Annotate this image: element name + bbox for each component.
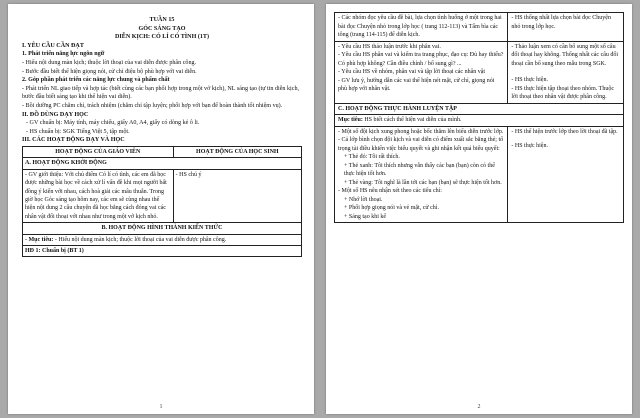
row-teacher: - Yêu cầu HS về nhóm, phân vai và tập lời thoại các nhân vật [338, 69, 486, 75]
section-1-2-line: - Phát triển NL giao tiếp và hợp tác (biết cùng các bạn phối hợp trong một vở kịch), NL sáng tạo (tự tin diễn kịch, bước đầu biết sáng tạo khi thể hiện vai diễn). [22, 85, 300, 101]
activity-b-title: B. HOẠT ĐỘNG HÌNH THÀNH KIẾN THỨC [23, 223, 302, 234]
row-student: - HS thực hiện tập thoại theo nhóm. Thuộc lời thoại theo nhân vật được phân công. [511, 85, 615, 100]
section-1-2-line: - Bồi dưỡng PC chăm chỉ, trách nhiệm (chăm chỉ tập luyện; phối hợp với bạn để hoàn thành tốt nhiệm vụ). [22, 102, 283, 109]
row-teacher: - Yêu cầu HS thảo luận trước khi phân vai. [338, 43, 441, 50]
section-1-1-line: - Bước đầu biết thể hiện giọng nói, cử chỉ điệu bộ phù hợp với vai diễn. [22, 68, 197, 75]
row-student: - HS thực hiện. [511, 77, 548, 83]
row-cell-stack [508, 41, 624, 103]
document-page-1 [8, 4, 314, 414]
goal-label: - Mục tiêu: [25, 236, 54, 243]
page-number: 2 [477, 404, 481, 410]
document-page-2 [326, 4, 632, 414]
row-cell-stack [335, 41, 508, 103]
c-teacher-line: + Thẻ vàng: Tôi nghĩ là lần tới các bạn (bạn) sẽ thực hiện tốt hơn. [344, 179, 502, 186]
section-2-title: II. ĐỒ DÙNG DẠY HỌC [22, 111, 89, 118]
hd1-title: HĐ 1: Chuẩn bị (BT 1) [23, 245, 302, 256]
activity-a-student: - HS chú ý [173, 169, 301, 222]
c-teacher-line: + Nhớ lời thoại. [344, 196, 383, 203]
c-teacher-line: - Một số đội kịch xung phong hoặc bốc thăm lên biểu diễn trước lớp. [338, 128, 504, 135]
page-1-content [22, 16, 302, 257]
section-1-1-title: 1. Phát triển năng lực ngôn ngữ [22, 51, 105, 58]
section-1-title: I. YÊU CẦU CẦN ĐẠT [22, 42, 84, 49]
week-heading: TUẦN 15 [149, 17, 175, 23]
row-teacher: - Các nhóm đọc yêu cầu đề bài, lựa chọn tình huống ở một trong hai bài đọc Chuyện nhỏ trong lớp học ( trang 112-113) và Tấm bìa các tông (trang 114-115) để diễn kịch. [335, 13, 508, 42]
activity-a-teacher: - GV giới thiệu: Với chủ điểm Có lí có tình, các em đã học được những bài học về cách xử lí vấn đề khi mọi người bất đồng ý kiến với nhau, cách hoà giải các mâu thuẫn. Trong giờ học Góc sáng tạo hôm nay, các em sẽ cùng nhau thể hiện nội dung 2 câu chuyện đã học bằng cách đóng vai các nhân vật đối thoại với nhau như trong một vở kịch nhỏ. [23, 169, 174, 222]
page-number: 1 [159, 404, 163, 410]
page-2-content [334, 12, 624, 223]
c-teacher-line: + Thẻ đỏ: Tôi rất thích. [344, 154, 400, 160]
section-3-title: III. CÁC HOẠT ĐỘNG DẠY VÀ HỌC [22, 137, 125, 144]
section-2-line: - GV chuẩn bị: Máy tính, máy chiếu, giấy A0, A4, giấy có dòng kẻ ô li. [26, 120, 200, 127]
goal-text: HS biết cách thể hiện vai diễn của mình. [364, 117, 462, 123]
lesson-title: DIỄN KỊCH: CÓ LÍ CÓ TÌNH (1T) [114, 34, 209, 41]
c-teacher-line: + Sáng tạo khi kể [344, 213, 387, 220]
section-1-2-title: 2. Góp phần phát triển các năng lực chung và phẩm chất [22, 77, 170, 84]
row-teacher: - GV lưu ý, hướng dẫn các vai thể hiện nét mặt, cử chỉ, giọng nói phù hợp với nhân vật. [338, 77, 495, 92]
activity-c-goal [335, 115, 624, 127]
c-teacher-line: + Phối hợp giọng nói và vẻ mặt, cử chỉ. [344, 205, 439, 211]
section-2-line: - HS chuẩn bị: SGK Tiếng Việt 5, tập một. [26, 128, 130, 135]
activity-table-continued [334, 12, 624, 223]
row-teacher: - Yêu cầu HS phân vai và kiểm tra trang phục, đạo cụ: Đủ hay thiếu? Có phù hợp không? Cần điều chỉnh / bổ sung gì? ... [338, 52, 504, 67]
activity-c-student [508, 126, 624, 223]
section-1-1-line: - Hiểu nội dung màn kịch; thuộc lời thoại của vai diễn được phân công. [22, 59, 197, 66]
c-teacher-line: - Một số HS nêu nhận xét theo các tiêu chí: [338, 188, 442, 194]
teacher-column-header: HOẠT ĐỘNG CỦA GIÁO VIÊN [23, 146, 174, 157]
activity-b-goal [23, 234, 302, 245]
goal-label: Mục tiêu: [338, 117, 363, 123]
c-student-line: - HS thực hiện. [511, 143, 548, 149]
c-teacher-line: - Cả lớp bình chọn đội kịch và vai diễn có điểm xuất sắc bằng thẻ; tổ trọng tài điều khiển việc biểu quyết và ghi nhận kết quả biểu quyết: [338, 137, 504, 152]
c-student-line: - HS thể hiện trước lớp theo lời thoại đã tập. [511, 128, 618, 135]
goal-text: - Hiểu nội dung màn kịch; thuộc lời thoại của vai diễn được phân công. [54, 236, 227, 243]
activity-table [22, 146, 302, 257]
row-student: - Thảo luận xem có cần bổ sung một số câu đối thoại hay không. Thống nhất các câu đối thoại cần bổ sung theo mẫu trong SGK. [511, 43, 619, 67]
activity-c-teacher [335, 126, 508, 223]
c-teacher-line: + Thẻ xanh: Tôi thích nhưng vẫn thấy các bạn (bạn) còn có thể thực hiện tốt hơn. [344, 162, 495, 177]
student-column-header: HOẠT ĐỘNG CỦA HỌC SINH [173, 146, 301, 157]
row-student: - HS thống nhất lựa chọn bài đọc Chuyện nhỏ trong lớp học. [508, 13, 624, 42]
activity-c-title: C. HOẠT ĐỘNG THỰC HÀNH LUYỆN TẬP [335, 103, 624, 115]
subject-heading: GÓC SÁNG TẠO [138, 25, 186, 32]
activity-a-title: A. HOẠT ĐỘNG KHỞI ĐỘNG [23, 158, 302, 169]
